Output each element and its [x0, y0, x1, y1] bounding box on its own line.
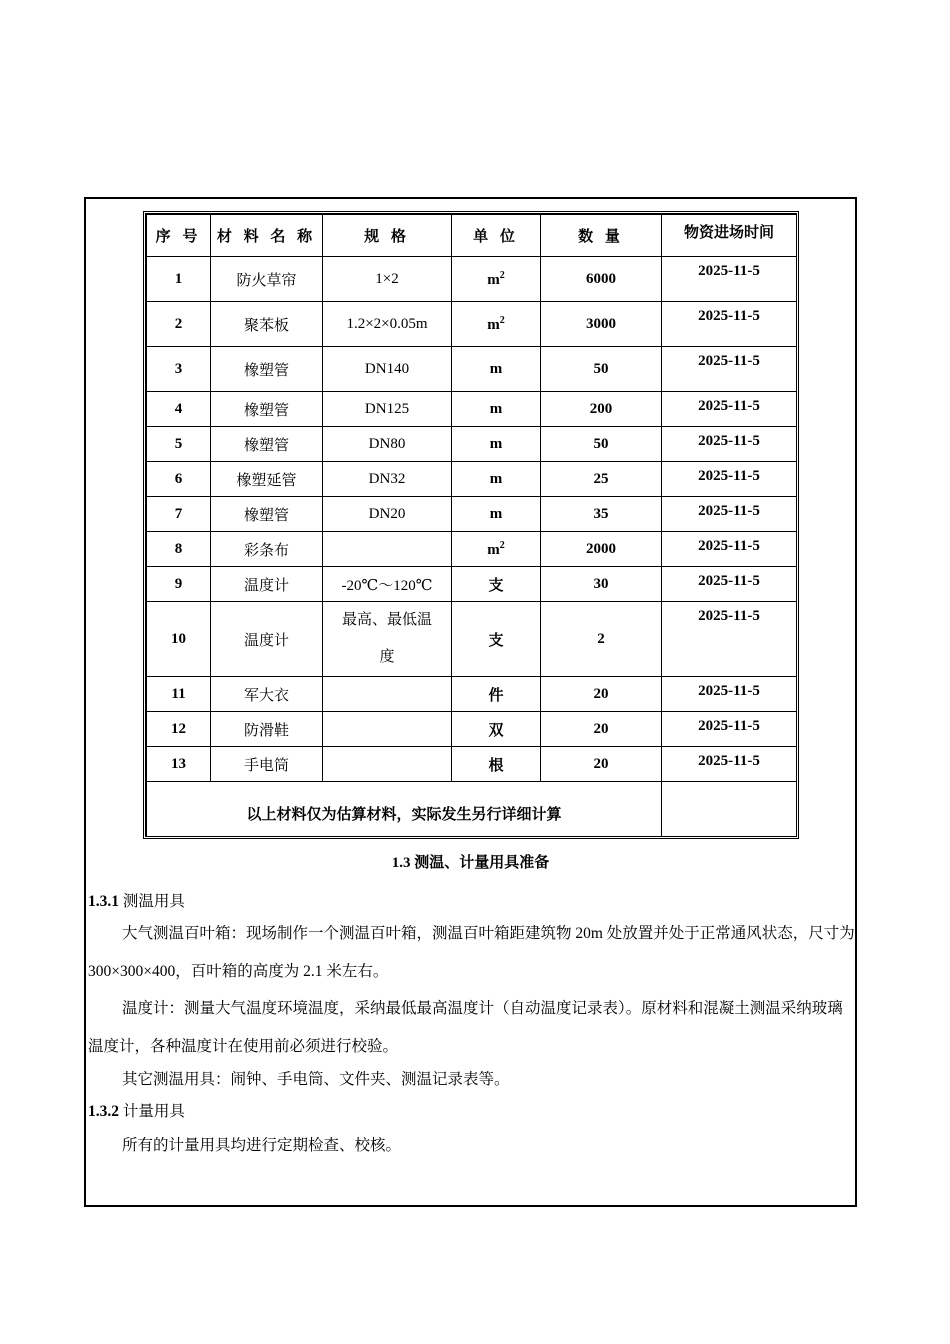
table-row — [147, 712, 797, 747]
unit-text: m — [489, 470, 503, 487]
unit-text: 根 — [488, 757, 504, 774]
spec-cell — [323, 712, 452, 747]
subsection-title: 测温用具 — [122, 893, 185, 910]
quantity-cell: 2 — [541, 602, 662, 677]
row-number-cell: 11 — [147, 677, 211, 712]
material-name-cell: 防滑鞋 — [211, 712, 323, 747]
table-row — [147, 257, 797, 302]
material-name-cell: 温度计 — [211, 602, 323, 677]
material-name-cell: 橡塑管 — [211, 347, 323, 392]
quantity-cell: 25 — [541, 462, 662, 497]
paragraph: 所有的计量用具均进行定期检查、校核。 — [122, 1137, 402, 1154]
arrival-date-cell: 2025-11-5 — [662, 567, 797, 602]
quantity-cell: 20 — [541, 712, 662, 747]
paragraph: 其它测温用具：闹钟、手电筒、文件夹、测温记录表等。 — [122, 1071, 510, 1088]
material-name-cell: 橡塑管 — [211, 427, 323, 462]
unit-text: m — [487, 316, 500, 333]
header-cell: 规 格 — [323, 215, 452, 257]
table-row — [147, 392, 797, 427]
spec-cell: DN140 — [323, 347, 452, 392]
arrival-date-cell: 2025-11-5 — [662, 392, 797, 427]
material-name-cell: 橡塑延管 — [211, 462, 323, 497]
table-row — [147, 347, 797, 392]
material-name-cell: 橡塑管 — [211, 392, 323, 427]
unit-superscript: 2 — [499, 314, 505, 326]
row-number-cell: 2 — [147, 302, 211, 347]
subsection-number: 1.3.1 — [88, 893, 119, 910]
unit-cell — [452, 427, 541, 462]
row-number-cell: 1 — [147, 257, 211, 302]
header-cell: 数 量 — [541, 215, 662, 257]
unit-text: m — [489, 400, 503, 417]
material-name-cell: 彩条布 — [211, 532, 323, 567]
unit-cell — [452, 302, 541, 347]
spec-cell — [323, 747, 452, 782]
arrival-date-cell: 2025-11-5 — [662, 462, 797, 497]
unit-cell — [452, 462, 541, 497]
paragraph: 温度计：测量大气温度环境温度，采纳最低最高温度计（自动温度记录表）。原材料和混凝土测温采纳玻璃温度计，各种温度计在使用前必须进行校验。 — [88, 1000, 843, 1055]
unit-superscript: 2 — [499, 269, 505, 281]
header-cell: 物资进场时间 — [662, 215, 797, 257]
row-number-cell: 13 — [147, 747, 211, 782]
row-number-cell: 3 — [147, 347, 211, 392]
table-row — [147, 747, 797, 782]
arrival-date-cell: 2025-11-5 — [662, 602, 797, 677]
unit-superscript: 2 — [499, 539, 505, 551]
unit-cell — [452, 747, 541, 782]
row-number-cell: 8 — [147, 532, 211, 567]
spec-cell: DN32 — [323, 462, 452, 497]
row-number-cell: 5 — [147, 427, 211, 462]
document-frame — [84, 197, 857, 1207]
table-row — [147, 567, 797, 602]
quantity-cell: 6000 — [541, 257, 662, 302]
material-name-cell: 手电筒 — [211, 747, 323, 782]
unit-text: 件 — [488, 687, 504, 704]
materials-table-wrapper — [143, 211, 799, 839]
table-row — [147, 497, 797, 532]
row-number-cell: 7 — [147, 497, 211, 532]
row-number-cell: 10 — [147, 602, 211, 677]
materials-table — [146, 214, 797, 837]
material-name-cell: 橡塑管 — [211, 497, 323, 532]
unit-cell — [452, 532, 541, 567]
spec-cell: DN125 — [323, 392, 452, 427]
arrival-date-cell: 2025-11-5 — [662, 677, 797, 712]
material-name-cell: 聚苯板 — [211, 302, 323, 347]
row-number-cell: 4 — [147, 392, 211, 427]
header-cell: 材 料 名 称 — [211, 215, 323, 257]
subsection-heading-1 — [88, 889, 858, 911]
table-note: 以上材料仅为估算材料，实际发生另行详细计算 — [147, 782, 662, 837]
spec-cell: 1.2×2×0.05m — [323, 302, 452, 347]
unit-text: m — [487, 541, 500, 558]
spec-cell — [323, 677, 452, 712]
arrival-date-cell: 2025-11-5 — [662, 497, 797, 532]
spec-cell — [323, 532, 452, 567]
table-row — [147, 302, 797, 347]
unit-text: m — [489, 505, 503, 522]
spec-cell: DN20 — [323, 497, 452, 532]
arrival-date-cell: 2025-11-5 — [662, 532, 797, 567]
section-title: 1.3 测温、计量用具准备 — [391, 855, 550, 871]
unit-cell — [452, 392, 541, 427]
subsection-title: 计量用具 — [122, 1103, 185, 1120]
table-row — [147, 427, 797, 462]
arrival-date-cell: 2025-11-5 — [662, 302, 797, 347]
quantity-cell: 3000 — [541, 302, 662, 347]
unit-text: m — [489, 360, 503, 377]
unit-text: 支 — [488, 632, 504, 649]
table-row — [147, 532, 797, 567]
row-number-cell: 9 — [147, 567, 211, 602]
unit-text: 双 — [488, 722, 504, 739]
quantity-cell: 35 — [541, 497, 662, 532]
unit-cell — [452, 347, 541, 392]
unit-cell — [452, 712, 541, 747]
arrival-date-cell: 2025-11-5 — [662, 347, 797, 392]
quantity-cell: 50 — [541, 427, 662, 462]
arrival-date-cell: 2025-11-5 — [662, 257, 797, 302]
table-row — [147, 677, 797, 712]
material-name-cell: 军大衣 — [211, 677, 323, 712]
subsection-number: 1.3.2 — [88, 1103, 119, 1120]
header-cell: 单 位 — [452, 215, 541, 257]
quantity-cell: 2000 — [541, 532, 662, 567]
quantity-cell: 30 — [541, 567, 662, 602]
header-cell: 序 号 — [147, 215, 211, 257]
spec-cell: 最高、最低温度 — [323, 602, 452, 677]
quantity-cell: 200 — [541, 392, 662, 427]
table-row — [147, 462, 797, 497]
unit-text: m — [489, 435, 503, 452]
quantity-cell: 50 — [541, 347, 662, 392]
arrival-date-cell: 2025-11-5 — [662, 747, 797, 782]
unit-cell — [452, 602, 541, 677]
unit-text: m — [487, 271, 500, 288]
spec-cell: DN80 — [323, 427, 452, 462]
quantity-cell: 20 — [541, 677, 662, 712]
table-row — [147, 602, 797, 677]
subsection-heading-2 — [88, 1099, 858, 1121]
row-number-cell: 12 — [147, 712, 211, 747]
unit-cell — [452, 677, 541, 712]
table-header-row — [147, 215, 797, 257]
material-name-cell: 温度计 — [211, 567, 323, 602]
row-number-cell: 6 — [147, 462, 211, 497]
empty-cell — [662, 782, 797, 837]
paragraph: 大气测温百叶箱：现场制作一个测温百叶箱，测温百叶箱距建筑物 20m 处放置并处于正常通风状态，尺寸为 300×300×400，百叶箱的高度为 2.1 米左右。 — [88, 925, 855, 980]
unit-cell — [452, 567, 541, 602]
unit-cell — [452, 257, 541, 302]
table-note-row — [147, 782, 797, 837]
material-name-cell: 防火草帘 — [211, 257, 323, 302]
unit-text: 支 — [488, 577, 504, 594]
unit-cell — [452, 497, 541, 532]
spec-cell: 1×2 — [323, 257, 452, 302]
spec-cell: -20℃～120℃ — [323, 567, 452, 602]
arrival-date-cell: 2025-11-5 — [662, 712, 797, 747]
arrival-date-cell: 2025-11-5 — [662, 427, 797, 462]
quantity-cell: 20 — [541, 747, 662, 782]
